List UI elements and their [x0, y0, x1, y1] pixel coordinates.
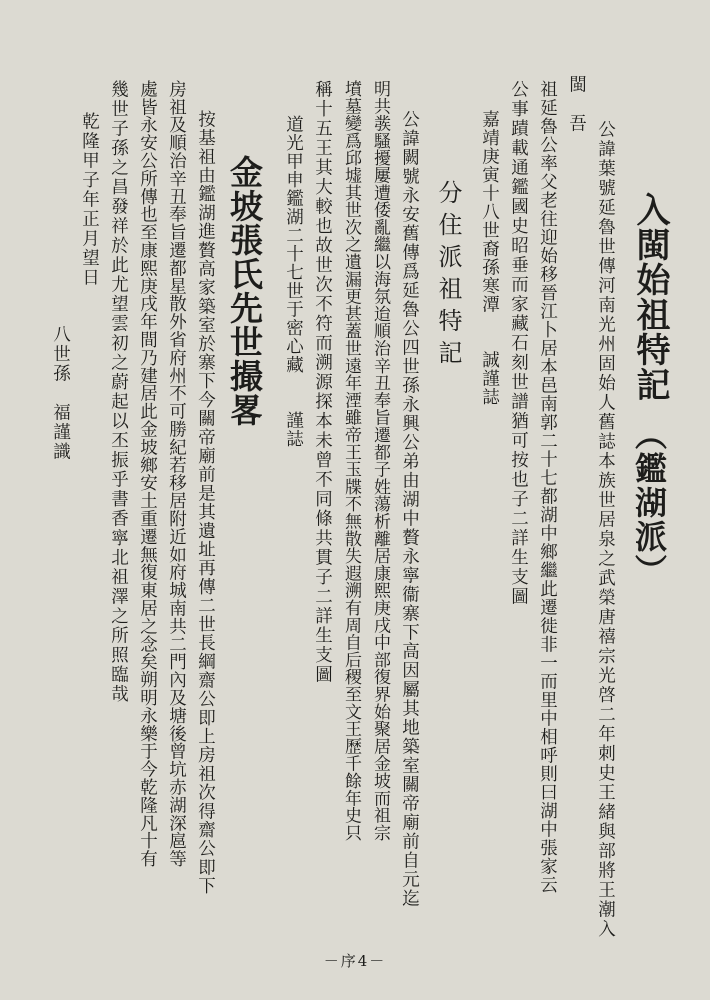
section3-title: 金坡張氏先世撮畧 [225, 155, 264, 427]
section1-subtitle: （鑑湖派） [630, 418, 668, 588]
section1-line-2: 閩 吾 [566, 75, 587, 134]
section3-line-3: 處皆永安公所傳也至康熙庚戌年間乃建居此金坡鄉安土重遷無復東居之念矣朔明永樂于今乾隆凡十有 [137, 80, 158, 868]
section3-line-2: 房祖及順治辛丑奉旨遷都星散外省府州不可勝紀若移居附近如府城南共二門內及塘後曾坑赤湖深扈等 [166, 80, 187, 868]
section1-line-5: 嘉靖庚寅十八世裔孫寒潭 誠謹誌 [479, 110, 500, 406]
section3-date: 乾隆甲子年正月望日 [79, 112, 100, 288]
section2-title: 分住派祖特記 [434, 180, 462, 372]
section1-title: 入閩始祖特記 [630, 192, 670, 402]
section2-line-1: 公諱闕號永安舊傳爲延魯公四世孫永興公弟由湖中贅永寧衞寨下高因屬其地築室關帝廟前自元迄 [399, 110, 420, 908]
section3-line-4: 幾世子孫之昌發祥於此尤望雲初之蔚起以丕振乎書香寧北祖澤之所照臨哉 [108, 80, 129, 704]
section2-line-2: 明共彂騷擾屢遭倭亂繼以海氛迨順治辛丑奉旨遷都子姓蕩析離居康熙庚戌中部復界始聚居金坡而祖宗 [370, 80, 390, 842]
section3-line-1: 按基祖由鑑湖進贅高家築室於寨下今關帝廟前是其遺址再傳二世長綱齋公即上房祖次得齋公即下 [195, 110, 216, 896]
section2-line-5: 道光甲申鑑湖二十七世于密心藏 謹誌 [283, 115, 304, 448]
page-number: －序4－ [323, 952, 387, 970]
section1-line-1: 公諱葉號延魯世傳河南光州固始人舊誌本族世居泉之武榮唐禧宗光啓二年刺史王緒與部將王潮入 [595, 120, 616, 939]
section1-line-3: 祖延魯公率父老往迎始移晉江卜居本邑南郭二十七都湖中鄉繼此遷徙非一而里中相呼則曰湖中張家云 [537, 80, 558, 894]
section2-line-3: 墳墓變爲邱墟其世次之遺漏更甚蓋世遠年湮雖帝王玉牒不無散失遐溯有周自后稷至文王歷千餘年史只 [341, 80, 361, 842]
section1-line-4: 公事蹟載通鑑國史昭垂而家藏石刻世譜猶可按也子二詳生支圖 [508, 80, 529, 607]
section2-line-4: 稱十五王其大較也故世次不符而溯源探本未曾不同條共貫子二詳生支圖 [312, 80, 333, 685]
section3-signature: 八世孫 福謹識 [50, 325, 71, 462]
